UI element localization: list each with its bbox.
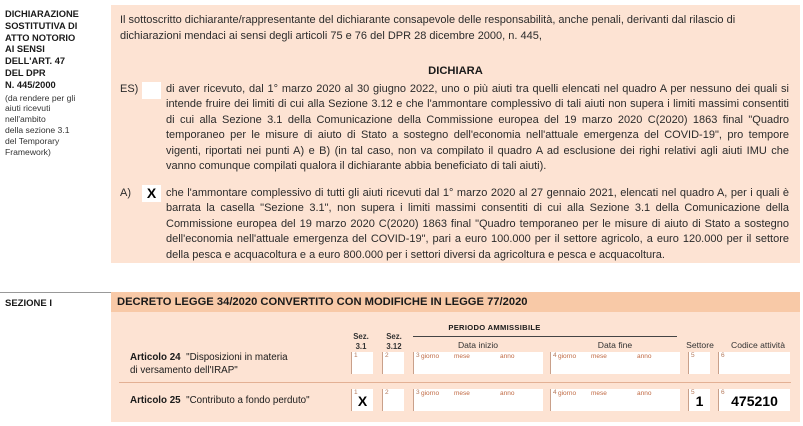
header-periodo-ammissibile: PERIODO AMMISSIBILE [448, 323, 541, 332]
field-number: 4 [553, 389, 557, 396]
header-sez31 [350, 332, 372, 351]
section-label: SEZIONE I [5, 298, 52, 309]
date-month-label: mese [454, 353, 470, 360]
date-day-label: giorno [421, 390, 440, 397]
section-divider [0, 292, 111, 293]
option-a-checkbox[interactable]: X [142, 185, 161, 202]
header-sez312-line: Sez. [386, 332, 402, 341]
header-sez31-line: 3.1 [355, 341, 367, 351]
declaration-title [5, 9, 105, 92]
header-data-fine: Data fine [597, 340, 633, 350]
title-line: DEL DPR [5, 67, 46, 78]
field-number: 4 [553, 352, 557, 359]
field-number: 5 [691, 352, 695, 359]
field-number: 1 [354, 389, 358, 396]
field-number: 2 [385, 389, 389, 396]
note-line: nell'ambito [5, 114, 46, 125]
row1-codice-attivita-field[interactable] [718, 352, 790, 374]
row1-sez312-field[interactable] [382, 352, 404, 374]
declaration-intro: Il sottoscritto dichiarante/rappresentante del dichiarante consapevole delle responsabilità, anche penali, derivanti dal rilascio di dichiarazioni mendaci ai sensi degli articoli 75 e 76 del DPR 28 dicembre 2000, n. 445, [120, 14, 736, 42]
option-a-code: A) [120, 187, 131, 199]
field-value: 1 [695, 393, 704, 409]
title-line: N. 445/2000 [5, 79, 56, 90]
header-codice-attivita: Codice attività [731, 340, 785, 350]
date-month-label: mese [591, 390, 607, 397]
header-data-inizio: Data inizio [457, 340, 499, 350]
article-desc: "Contributo a fondo perduto" [186, 395, 310, 406]
field-number: 5 [691, 389, 695, 396]
note-line: Framework) [5, 146, 51, 157]
header-sez312 [381, 332, 407, 351]
date-day-label: giorno [558, 390, 577, 397]
option-es-text: di aver ricevuto, dal 1° marzo 2020 al 30 giugno 2022, uno o più aiuti tra quelli elencati nel quadro A per nessuno dei quali si intende fruire dei limiti di cui alla Sezione 3.12 e che l'ammontare complessivo di tali aiuti non supera i limiti massimi consentiti di cui alla Sezione 3.1 della Comunicazione della Commissione europea del 19 marzo 2020 C(2020) 1863 final "Quadro temporaneo per le misure di aiuto di Stato a sostegno dell'economia nell'attuale emergenza del COVID-19", pro tempore vigenti, riportati nei punti A) e B) (in tal caso, non va compilato il quadro A ad esclusione dei righi relativi agli aiuti IMU che vanno comunque compilati qualora il dichiarante abbia beneficiato di tali aiuti). [166, 83, 789, 173]
section-title: DECRETO LEGGE 34/2020 CONVERTITO CON MODIFICHE IN LEGGE 77/2020 [111, 292, 800, 312]
row1-data-inizio-field[interactable] [413, 352, 543, 374]
note-line: della sezione 3.1 [5, 124, 70, 135]
field-number: 3 [416, 389, 420, 396]
date-year-label: anno [500, 390, 515, 397]
row-separator [119, 382, 791, 383]
row2-sez312-field[interactable] [382, 389, 404, 411]
date-month-label: mese [454, 390, 470, 397]
declaration-note [5, 93, 105, 158]
field-number: 2 [385, 352, 389, 359]
header-sez31-line: Sez. [353, 332, 369, 341]
declaration-side-label [5, 9, 105, 157]
title-line: DELL'ART. 47 [5, 56, 66, 67]
row1-settore-field[interactable] [688, 352, 710, 374]
row2-settore-field[interactable] [688, 389, 710, 411]
article-desc: di versamento dell'IRAP" [130, 364, 238, 376]
article-desc: "Disposizioni in materia [186, 352, 288, 363]
row2-sez31-field[interactable] [351, 389, 373, 411]
option-es-checkbox[interactable] [142, 82, 161, 99]
field-number: 6 [721, 352, 725, 359]
date-year-label: anno [637, 353, 652, 360]
field-number: 3 [416, 352, 420, 359]
row1-data-fine-field[interactable] [550, 352, 680, 374]
field-value: X [357, 393, 368, 409]
row2-data-fine-field[interactable] [550, 389, 680, 411]
date-year-label: anno [500, 353, 515, 360]
date-year-label: anno [637, 390, 652, 397]
title-line: DICHIARAZIONE [5, 9, 79, 19]
date-day-label: giorno [558, 353, 577, 360]
row2-data-inizio-field[interactable] [413, 389, 543, 411]
title-line: AI SENSI [5, 44, 45, 55]
header-settore: Settore [686, 340, 714, 350]
row-articolo-24-label [130, 352, 288, 377]
note-line: (da rendere per gli [5, 92, 76, 103]
option-es-code: ES) [120, 83, 139, 95]
note-line: del Temporary [5, 135, 60, 146]
title-line: SOSTITUTIVA DI [5, 20, 78, 31]
title-line: ATTO NOTORIO [5, 32, 76, 43]
row2-codice-attivita-field[interactable] [718, 389, 790, 411]
article-number: Articolo 25 [130, 395, 181, 406]
field-number: 6 [721, 389, 725, 396]
field-value: 475210 [731, 393, 778, 409]
date-month-label: mese [591, 353, 607, 360]
header-sez312-line: 3.12 [386, 341, 402, 351]
article-number: Articolo 24 [130, 352, 181, 363]
date-day-label: giorno [421, 353, 440, 360]
header-periodo-rule [413, 336, 677, 337]
dichiara-heading: DICHIARA [428, 65, 483, 77]
row1-sez31-field[interactable] [351, 352, 373, 374]
declaration-box [111, 5, 800, 263]
field-number: 1 [354, 352, 358, 359]
note-line: aiuti ricevuti [5, 103, 51, 114]
row-articolo-25-label [130, 395, 310, 408]
option-a-text: che l'ammontare complessivo di tutti gli aiuti ricevuti dal 1° marzo 2020 al 27 gennaio 2021, elencati nel quadro A, per i quali è barrata la casella "Sezione 3.1", non supera i limiti massimi consentiti di cui alla Sezione 3.1 della Comunicazione della Commissione europea del 19 marzo 2020 C(2020) 1863 final "Quadro temporaneo per le misure di aiuto di Stato a sostegno dell'economia nell'attuale emergenza del COVID-19", pari a euro 100.000 per il settore agricolo, a euro 120.000 per il settore della pesca e acquacoltura e a euro 800.000 per i settori diversi da agricoltura e pesca e acquacoltura. [166, 187, 789, 261]
